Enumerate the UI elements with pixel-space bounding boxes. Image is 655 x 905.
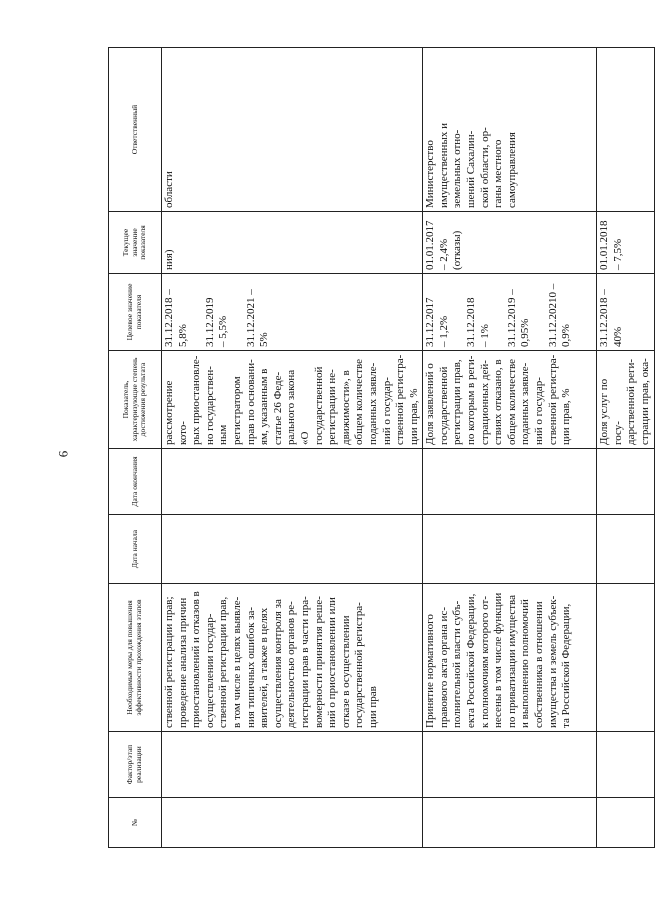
- cell-responsible: области: [162, 48, 423, 212]
- header-current-value: Текущее значение показателя: [109, 212, 162, 274]
- header-factor: Фактор/этап реализации: [109, 732, 162, 798]
- cell-end-date: [162, 449, 423, 515]
- cell-indicator: рассмотрение кото- рых приостановле- но государствен- ным регистратором прав по основани- ям, указанным в статье 26 Феде- рального закона «О государственной регистрации не- движимости», в общем количестве поданных заявле- ний о государ- ственной регистра- ции прав, %: [162, 351, 423, 449]
- cell-factor: [423, 732, 597, 798]
- cell-current-value: 01.01.2017 – 2,4% (отказы): [423, 212, 597, 274]
- cell-measures: Принятие нормативного правового акта органа ис- полнительной власти субъ- екта Российской Федерации, к полномочиям которого от- несены в том числе функции по приватизации имущества и выполнению полномочий собственника в отношении имущества и земель субъек- та Российской Федерации,: [423, 584, 597, 732]
- cell-target-value: 31.12.2018 – 40%: [597, 274, 654, 351]
- header-indicator: Показатель, характеризующие степень достижения результата: [109, 351, 162, 449]
- cell-end-date: [423, 449, 597, 515]
- page-number: 6: [55, 450, 71, 458]
- header-start-date: Дата начала: [109, 515, 162, 584]
- cell-current-value: ния): [162, 212, 423, 274]
- cell-num: [423, 798, 597, 848]
- cell-measures: ственной регистрации прав; проведение анализа причин приостановлений и отказов в осуществлении государ- ственной регистрации прав, в том числе в целях выявле- ния типичных ошибок за- явителей, а также в целях осуществления контроля за деятельностью органов ре- гистрации прав в части пра- вомерности принятия реше- ний о приостановлении или отказе в осуществлении государственной регистра- ции прав: [162, 584, 423, 732]
- cell-num: [162, 798, 423, 848]
- cell-responsible: [597, 48, 654, 212]
- table-row: [162, 48, 423, 848]
- rotated-table-container: [108, 48, 652, 848]
- cell-target-value: 31.12.2017 – 1,2% 31.12.2018 – 1% 31.12.2019 – 0,95% 31.12.20210 – 0,9%: [423, 274, 597, 351]
- header-num: №: [109, 798, 162, 848]
- cell-factor: [162, 732, 423, 798]
- cell-measures: [597, 584, 654, 732]
- header-end-date: Дата окончания: [109, 449, 162, 515]
- cell-end-date: [597, 449, 654, 515]
- table-row: [423, 48, 597, 848]
- cell-indicator: Доля услуг по госу- дарственной реги- страции прав, ока-: [597, 351, 654, 449]
- table-row: [597, 48, 654, 848]
- measures-table: [108, 47, 655, 848]
- table-header-row: [109, 48, 162, 848]
- header-responsible: Ответственный: [109, 48, 162, 212]
- cell-start-date: [423, 515, 597, 584]
- cell-start-date: [597, 515, 654, 584]
- cell-start-date: [162, 515, 423, 584]
- cell-num: [597, 798, 654, 848]
- cell-indicator: Доля заявлений о государственной регистрации прав, по которым в реги- страционных дей- ствиях отказано, в общем количестве поданных заявле- ний о государ- ственной регистра- ции прав, %: [423, 351, 597, 449]
- cell-current-value: 01.01.2018 – 7,5%: [597, 212, 654, 274]
- header-measures: Необходимые меры для повышения эффективности прохождения этапов: [109, 584, 162, 732]
- cell-responsible: Министерство имущественных и земельных отно- шений Сахалин- ской области, ор- ганы местного самоуправления: [423, 48, 597, 212]
- cell-target-value: 31.12.2018 – 5,8% 31.12.2019 – 5,5% 31.12.2021 – 5%: [162, 274, 423, 351]
- cell-factor: [597, 732, 654, 798]
- header-target-value: Целевое значение показателя: [109, 274, 162, 351]
